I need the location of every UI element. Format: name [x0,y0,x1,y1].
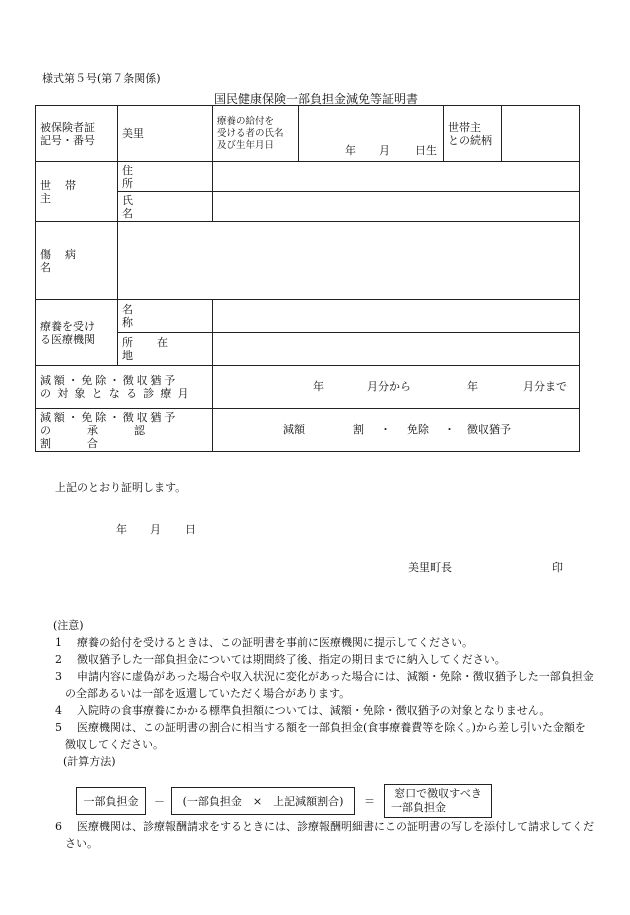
address-value[interactable] [213,162,580,192]
period-from-month: 月分から [367,380,411,393]
name-value[interactable] [213,192,580,222]
form-number: 様式第５号(第７条関係) [42,72,161,85]
approval-ratio: 割 [353,423,364,436]
dob-day: 日生 [415,144,437,157]
calc-equals: ＝ [364,795,375,808]
approval-sep-1: ・ [380,423,391,436]
approval-label-line2: の承認割合 [40,423,181,450]
recipient-value[interactable] [299,106,444,162]
institution-label [36,300,118,366]
period-to-month: 月分まで [523,380,567,393]
seal-mark: 印 [552,561,563,574]
date-year: 年 [116,523,127,536]
recipient-label [213,106,299,162]
inst-name-label: 名称 [118,300,213,333]
approval-label-line1: 減額・免除・徴収猶予 [40,410,178,424]
inst-location-value[interactable] [213,333,580,366]
dob-year: 年 [345,144,356,157]
insured-id-value[interactable]: 美里 [118,106,213,162]
relation-label-line2: との続柄 [448,133,492,147]
insured-id-label [36,106,118,162]
calc-minus: － [154,795,165,808]
approval-exempt: 免除 [407,423,429,436]
name-label: 氏名 [118,192,213,222]
notes-heading: (注意) [53,619,84,632]
approval-sep-2: ・ [444,423,455,436]
approval-value[interactable] [213,409,580,452]
dob-month: 月 [379,144,390,157]
notes-section [55,617,595,770]
date-day: 日 [185,523,196,536]
note-item: 1 療養の給付を受けるときは、この証明書を事前に医療機関に提示してください。 [55,636,473,649]
note-6: 6 医療機関は、診療報酬請求をするときには、診療報酬明細書にこの証明書の写しを添付して請求してください。 [55,820,594,850]
period-label-line2: の対象となる診療月 [40,387,195,400]
institution-label-line1: 療養を受け [40,319,95,333]
date-month: 月 [150,523,161,536]
address-label: 住所 [118,162,213,192]
period-label [36,366,213,409]
certify-text: 上記のとおり証明します。 [55,481,187,494]
mayor-title: 美里町長 [408,561,452,574]
disease-value[interactable] [118,222,580,300]
recipient-label-line3: 及び生年月日 [217,139,275,151]
approval-defer: 徴収猶予 [467,423,511,436]
calc-term1: 一部負担金 [76,787,146,815]
note-item: 3 申請内容に虚偽があった場合や収入状況に変化があった場合には、減額・免除・徴収猶予した一部負担金の全部あるいは一部を返還していただく場合があります。 [55,670,594,700]
calc-result: 窓口で徴収すべき 一部負担金 [384,784,492,818]
period-label-line1: 減額・免除・徴収猶予 [40,374,178,387]
note-item: 2 徴収猶予した一部負担金については期間終了後、指定の期日までに納入してください。 [55,653,506,666]
institution-label-line2: る医療機関 [40,332,95,346]
householder-label: 世帯主 [36,162,118,222]
approval-label [36,409,213,452]
recipient-label-line1: 療養の給付を [217,115,275,127]
period-from-year: 年 [313,380,324,393]
inst-name-value[interactable] [213,300,580,333]
disease-label: 傷病名 [36,222,118,300]
calc-heading: (計算方法) [63,755,116,768]
relation-value[interactable] [502,106,580,162]
note-item: 5 医療機関は、この証明書の割合に相当する額を一部負担金(食事療養費等を除く。)から差し引いた金額を徴収してください。 [55,721,586,751]
insured-id-label-line2: 記号・番号 [40,133,95,147]
approval-reduction: 減額 [283,423,305,436]
page-title: 国民健康保険一部負担金減免等証明書 [214,92,419,106]
insured-id-label-line1: 被保険者証 [40,120,95,134]
note-item: 4 入院時の食事療養にかかる標準負担額については、減額・免除・徴収猶予の対象となりません。 [55,704,551,717]
relation-label-line1: 世帯主 [448,120,481,134]
inst-location-label: 所在地 [118,333,213,366]
calc-term2: (一部負担金 × 上記減額割合) [171,787,355,815]
certificate-table [35,105,580,452]
period-to-year: 年 [467,380,478,393]
relation-label [444,106,502,162]
period-value[interactable] [213,366,580,409]
recipient-label-line2: 受ける者の氏名 [217,127,284,139]
